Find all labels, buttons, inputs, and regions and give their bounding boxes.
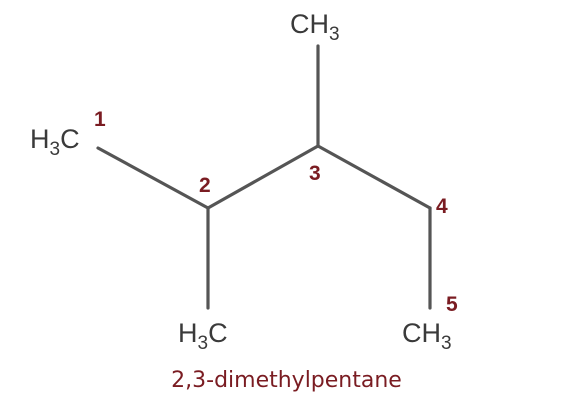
carbon-number-3: 3 xyxy=(309,162,321,185)
bottom-methyl-h: H xyxy=(178,318,198,348)
end-methyl-subscript: 3 xyxy=(441,333,452,354)
bottom-methyl-c: C xyxy=(208,318,228,348)
bonds xyxy=(98,46,430,308)
bond-c2-c3 xyxy=(208,146,318,208)
bottom-methyl-subscript: 3 xyxy=(197,333,209,354)
carbon-number-1: 1 xyxy=(94,108,106,131)
end-methyl-label xyxy=(402,318,452,354)
carbon-number-4: 4 xyxy=(436,195,448,218)
bond-c1-c2 xyxy=(98,148,208,208)
carbon-number-5: 5 xyxy=(446,293,458,316)
carbon-numbers xyxy=(94,108,458,316)
left-methyl-subscript: 3 xyxy=(49,139,61,160)
end-methyl-main: CH xyxy=(402,318,441,348)
left-methyl-c: C xyxy=(60,124,80,154)
top-methyl-label xyxy=(290,9,340,45)
top-methyl-subscript: 3 xyxy=(329,24,340,45)
bottom-methyl-label xyxy=(178,318,228,354)
top-methyl-main: CH xyxy=(290,9,329,39)
carbon-number-2: 2 xyxy=(199,174,211,197)
bond-c3-c4 xyxy=(318,146,430,208)
compound-name-caption: 2,3-dimethylpentane xyxy=(171,368,402,393)
left-methyl-h: H xyxy=(30,124,50,154)
left-methyl-label xyxy=(30,124,80,160)
